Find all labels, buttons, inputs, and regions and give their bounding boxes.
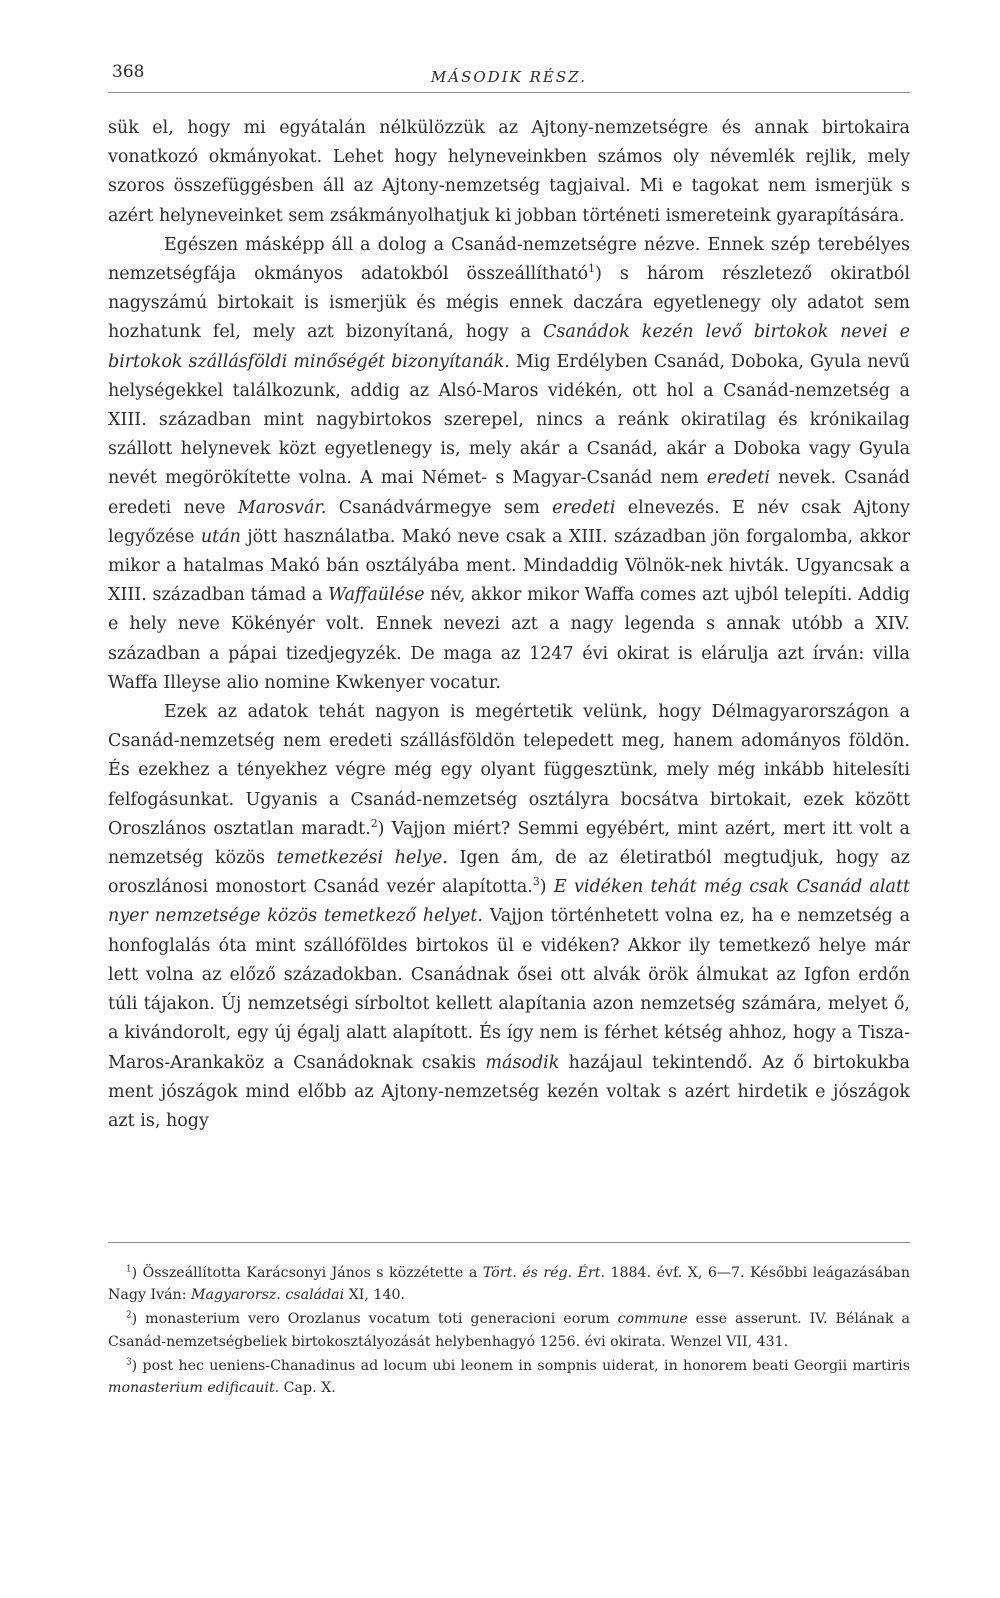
text-run: hazájaul tekintendő. Az ő birtokukba ment jószágok mind előbb az Ajtony-nemzetség kezén voltak s azért hirdetik e jószágok azt is, hogy bbox=[108, 1052, 910, 1131]
italic-text: Tört. és rég. Ért. bbox=[482, 1265, 605, 1281]
text-run: XI, 140. bbox=[344, 1287, 406, 1304]
text-run: elnevezés. E név csak Ajtony legyőzése bbox=[108, 497, 910, 547]
footnote-marker: 2 bbox=[370, 817, 378, 831]
text-run: jött használatba. Makó neve csak a XIII. században jön forgalomba, akkor mikor a hatalmas Makó bán osztályába ment. Mindaddig Völnök-nek hivták. Ugyancsak a XIII. században támad a bbox=[108, 526, 910, 606]
text-run: ) monasterium vero Orozlanus vocatum toti generacioni eorum bbox=[131, 1311, 618, 1328]
footnote-marker: 3 bbox=[532, 875, 540, 889]
text-run: ) bbox=[539, 877, 554, 898]
footnote-divider bbox=[108, 1242, 910, 1243]
main-text bbox=[108, 114, 910, 1136]
italic-text: eredeti bbox=[552, 497, 616, 518]
page-number: 368 bbox=[112, 62, 145, 82]
footnotes bbox=[108, 1262, 910, 1401]
running-head: MÁSODIK RÉSZ. bbox=[430, 68, 588, 86]
italic-text: monasterium edificauit. bbox=[108, 1380, 280, 1397]
italic-text: után bbox=[200, 526, 241, 547]
text-run: ) post hec ueniens-Chanadinus ad locum ubi leonem in sompnis uiderat, in honorem beati Georgii martiris bbox=[131, 1357, 910, 1374]
text-run: Ezek az adatok tehát nagyon is megértetik velünk, hogy Délmagyarországon a Csanád-nemzetség nem eredeti szállásföldön telepedett meg, hanem adományos földön. És ezekhez a tényekhez végre még egy olyant függesztünk, mely még inkább hitelesíti felfogásunkat. Ugyanis a Csanád-nemzetség osztályra bocsátva birtokait, ezek között Oroszlános osztatlan maradt. bbox=[108, 702, 910, 839]
footnote-marker: 3 bbox=[126, 1357, 132, 1368]
italic-text: eredeti bbox=[706, 468, 771, 489]
text-run: Mig Erdélyben Csanád, Doboka, Gyula nevű helységekkel találkozunk, addig az Alsó-Maros vidékén, ott hol a Csanád-nemzetség a XIII. században mint nagybirtokos szerepel, nincs a reánk okiratilag és krónikailag szállott helynevek közt egyetlenegy is, mely akár a Csanád, akár a Doboka vagy Gyula nevét megörökítette volna. A mai Német- s Magyar-Csanád nem bbox=[108, 351, 910, 489]
italic-text: temetkezési helye. bbox=[276, 848, 448, 869]
italic-text: Magyarorsz. családai bbox=[191, 1287, 345, 1304]
text-run: ) s három részletező okiratból nagyszámú birtokait is ismerjük és mégis ennek daczára egyetlenegy oly adatot sem hozhatunk fel, mely azt bizonyítaná, hogy a bbox=[108, 264, 910, 343]
text-run: 1884. évf. X, 6—7. Későbbi leágazásában Nagy Iván: bbox=[108, 1265, 910, 1304]
paragraph bbox=[108, 231, 910, 698]
page-header bbox=[108, 56, 910, 93]
footnote-marker: 1 bbox=[126, 1264, 132, 1275]
text-run: Cap. X. bbox=[279, 1380, 336, 1397]
footnote-marker: 1 bbox=[588, 262, 596, 276]
text-run: ) Vajjon miért? Semmi egyébért, mint azért, mert itt volt a nemzetség közös bbox=[108, 818, 910, 869]
paragraph bbox=[108, 114, 910, 231]
text-run: Vajjon történhetett volna ez, ha e nemzetség a honfoglalás óta mint szállóföldes birtokos ül e vidéken? Akkor ily temetkező helye már lett volna az előző századokban. Csanádnak ősei ott alvák örök álmukat az Igfon erdőn túli tájakon. Új nemzetségi sírboltot kellett alapítania azon nemzetség számára, melyet ő, a kivándorolt, egy új égalj alatt alapított. És így nem is férhet kétség ahhoz, hogy a Tisza-Maros-Arankaköz a Csanádoknak csakis bbox=[108, 906, 911, 1073]
text-run: esse asserunt. IV. Bélának a Csanád-nemzetségbeliek birtokosztályozását helybenhagyó 1256. évi okirata. Wenzel VII, 431. bbox=[108, 1311, 910, 1350]
footnote bbox=[108, 1308, 910, 1352]
text-run: név, akkor mikor Waffa comes azt ujból telepíti. Addig e hely neve Kökényér volt. Ennek nevezi azt a nagy legenda s annak utóbb a XIV. században a pápai tizedjegyzék. De maga az 1247 évi okirat is elárulja azt írván: villa Waffa Illeyse alio nomine Kwkenyer vocatur. bbox=[108, 585, 911, 693]
italic-text: Csanádok kezén levő birtokok nevei e birtokok szállásföldi minőségét bizonyítanák. bbox=[108, 322, 910, 372]
footnote-marker: 2 bbox=[126, 1310, 132, 1321]
text-run: nevek. Csanád eredeti neve bbox=[108, 468, 910, 518]
italic-text: E vidéken tehát még csak Csanád alatt nyer nemzetsége közös temetkező helyet. bbox=[108, 877, 911, 927]
text-run: Igen ám, de az életiratból megtudjuk, hogy az oroszlánosi monostort Csanád vezér alapította. bbox=[108, 848, 910, 898]
text-run: ) Összeállította Karácsonyi János s közzétette a bbox=[131, 1265, 483, 1281]
italic-text: Marosvár. bbox=[237, 497, 327, 518]
paragraph bbox=[108, 698, 910, 1136]
footnote bbox=[108, 1262, 910, 1306]
italic-text: Waffaülése bbox=[328, 585, 425, 606]
footnote bbox=[108, 1355, 910, 1399]
italic-text: második bbox=[485, 1052, 560, 1073]
text-run: Egészen másképp áll a dolog a Csanád-nemzetségre nézve. Ennek szép terebélyes nemzetségfája okmányos adatokból összeállítható bbox=[108, 234, 910, 285]
italic-text: commune bbox=[617, 1311, 688, 1328]
text-run: sük el, hogy mi egyátalán nélkülözzük az Ajtony-nemzetségre és annak birtokaira vonatkozó okmányokat. Lehet hogy helyneveinkben számos oly névemlék rejlik, mely szoros összefüggésben áll az Ajtony-nemzetség tagjaival. Mi e tagokat nem ismerjük s azért helyneveinket sem zsákmányolhatjuk ki jobban történeti ismereteink gyarapítására. bbox=[108, 118, 910, 226]
text-run: Csanádvármegye sem bbox=[326, 497, 553, 518]
